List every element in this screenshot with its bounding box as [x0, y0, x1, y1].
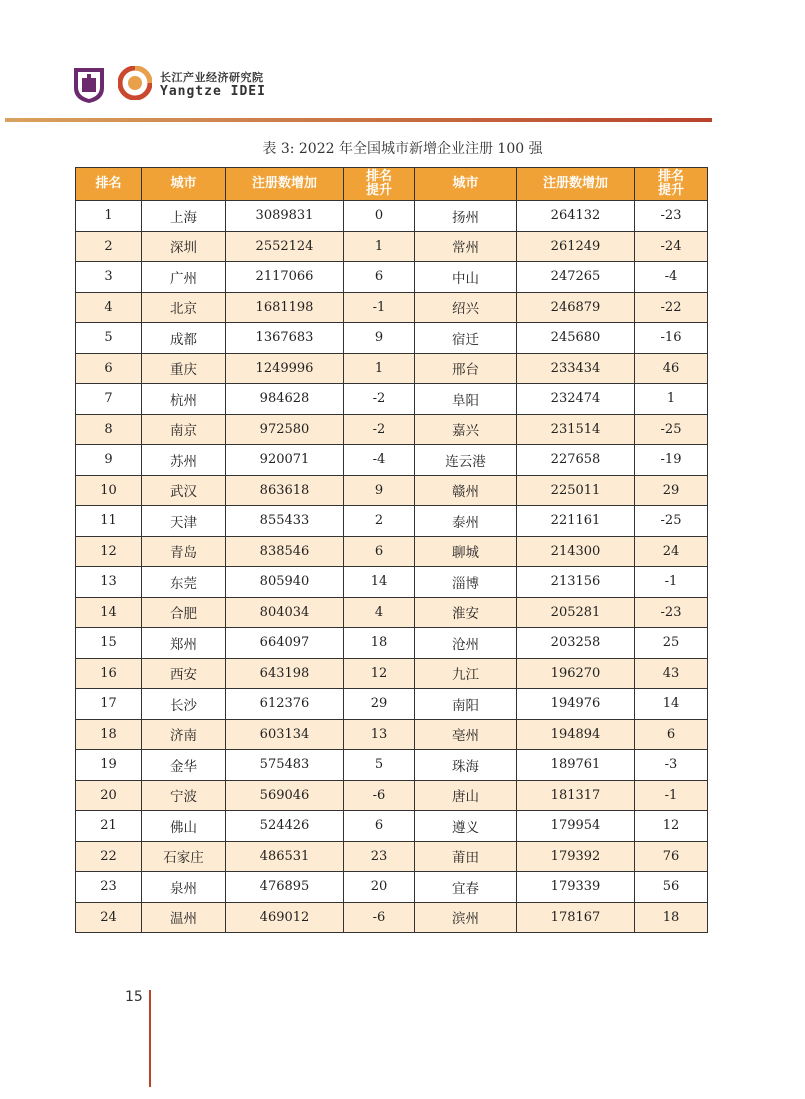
rank-change-cell: 6 — [344, 536, 415, 567]
increase-cell: 3089831 — [226, 201, 344, 232]
rank-change-cell: -6 — [344, 780, 415, 811]
header-rank-change-2: 排名 提升 — [635, 168, 708, 201]
increase-cell: 1681198 — [226, 292, 344, 323]
rank-change-cell-2: -19 — [635, 445, 708, 476]
increase-cell-2: 178167 — [517, 902, 635, 933]
increase-cell-2: 264132 — [517, 201, 635, 232]
header-divider — [5, 118, 712, 122]
city-cell: 广州 — [142, 262, 226, 293]
city-cell: 苏州 — [142, 445, 226, 476]
city-cell-2: 宜春 — [415, 872, 517, 903]
rank-cell: 4 — [76, 292, 142, 323]
increase-cell: 2117066 — [226, 262, 344, 293]
city-cell-2: 阜阳 — [415, 384, 517, 415]
rank-change-cell-2: -1 — [635, 567, 708, 598]
increase-cell-2: 232474 — [517, 384, 635, 415]
rank-change-cell-2: 25 — [635, 628, 708, 659]
header-city: 城市 — [142, 168, 226, 201]
city-cell-2: 珠海 — [415, 750, 517, 781]
city-cell: 温州 — [142, 902, 226, 933]
city-cell-2: 绍兴 — [415, 292, 517, 323]
increase-cell-2: 233434 — [517, 353, 635, 384]
rank-change-cell-2: -23 — [635, 201, 708, 232]
city-cell-2: 淄博 — [415, 567, 517, 598]
increase-cell: 863618 — [226, 475, 344, 506]
rank-change-cell: -2 — [344, 384, 415, 415]
rank-cell: 3 — [76, 262, 142, 293]
page-number: 15 — [125, 989, 143, 1005]
rank-change-cell: 0 — [344, 201, 415, 232]
city-cell-2: 南阳 — [415, 689, 517, 720]
rank-change-cell-2: 56 — [635, 872, 708, 903]
rank-change-cell: 6 — [344, 811, 415, 842]
increase-cell: 664097 — [226, 628, 344, 659]
rank-cell: 17 — [76, 689, 142, 720]
rank-change-cell-2: 14 — [635, 689, 708, 720]
rank-change-cell: 9 — [344, 475, 415, 506]
rank-change-cell-2: 18 — [635, 902, 708, 933]
city-cell-2: 聊城 — [415, 536, 517, 567]
increase-cell-2: 179339 — [517, 872, 635, 903]
rank-cell: 23 — [76, 872, 142, 903]
table-row — [76, 902, 708, 933]
increase-cell-2: 181317 — [517, 780, 635, 811]
rank-change-cell: 9 — [344, 323, 415, 354]
city-cell-2: 扬州 — [415, 201, 517, 232]
city-cell-2: 邢台 — [415, 353, 517, 384]
rank-change-cell: -4 — [344, 445, 415, 476]
city-cell: 重庆 — [142, 353, 226, 384]
increase-cell: 575483 — [226, 750, 344, 781]
rank-cell: 21 — [76, 811, 142, 842]
rank-cell: 24 — [76, 902, 142, 933]
rank-change-cell: 2 — [344, 506, 415, 537]
city-cell: 石家庄 — [142, 841, 226, 872]
rank-change-cell: 1 — [344, 353, 415, 384]
institute-logo-icon — [118, 66, 152, 100]
table-row — [76, 201, 708, 232]
table-row — [76, 536, 708, 567]
city-cell-2: 赣州 — [415, 475, 517, 506]
rank-change-cell-2: -1 — [635, 780, 708, 811]
rank-change-cell-2: -25 — [635, 414, 708, 445]
increase-cell: 2552124 — [226, 231, 344, 262]
city-cell-2: 亳州 — [415, 719, 517, 750]
city-cell: 宁波 — [142, 780, 226, 811]
increase-cell: 972580 — [226, 414, 344, 445]
increase-cell-2: 214300 — [517, 536, 635, 567]
table-row — [76, 628, 708, 659]
table-row — [76, 506, 708, 537]
rank-cell: 5 — [76, 323, 142, 354]
city-cell: 武汉 — [142, 475, 226, 506]
city-cell-2: 嘉兴 — [415, 414, 517, 445]
table-row — [76, 353, 708, 384]
city-cell: 郑州 — [142, 628, 226, 659]
rank-change-cell-2: 76 — [635, 841, 708, 872]
city-cell: 杭州 — [142, 384, 226, 415]
rank-change-cell-2: 1 — [635, 384, 708, 415]
rank-cell: 2 — [76, 231, 142, 262]
city-cell-2: 连云港 — [415, 445, 517, 476]
rank-change-cell: 12 — [344, 658, 415, 689]
table-caption: 表 3: 2022 年全国城市新增企业注册 100 强 — [262, 141, 543, 157]
rank-cell: 11 — [76, 506, 142, 537]
rank-cell: 22 — [76, 841, 142, 872]
rank-change-cell-2: 43 — [635, 658, 708, 689]
table-row — [76, 292, 708, 323]
table-row — [76, 597, 708, 628]
rank-change-cell: 23 — [344, 841, 415, 872]
rank-cell: 13 — [76, 567, 142, 598]
header-rank: 排名 — [76, 168, 142, 201]
rank-change-cell-2: -25 — [635, 506, 708, 537]
rank-change-cell-2: -24 — [635, 231, 708, 262]
city-cell: 青岛 — [142, 536, 226, 567]
header-rank-change: 排名 提升 — [344, 168, 415, 201]
rank-change-cell: 13 — [344, 719, 415, 750]
city-cell: 合肥 — [142, 597, 226, 628]
city-cell: 北京 — [142, 292, 226, 323]
table-row — [76, 689, 708, 720]
table-row — [76, 262, 708, 293]
city-cell: 长沙 — [142, 689, 226, 720]
increase-cell: 984628 — [226, 384, 344, 415]
rank-cell: 16 — [76, 658, 142, 689]
increase-cell: 603134 — [226, 719, 344, 750]
city-cell-2: 常州 — [415, 231, 517, 262]
increase-cell: 920071 — [226, 445, 344, 476]
rank-change-cell-2: -16 — [635, 323, 708, 354]
increase-cell-2: 227658 — [517, 445, 635, 476]
table-row — [76, 384, 708, 415]
table-row — [76, 750, 708, 781]
increase-cell-2: 196270 — [517, 658, 635, 689]
city-cell: 深圳 — [142, 231, 226, 262]
increase-cell-2: 246879 — [517, 292, 635, 323]
table-row — [76, 414, 708, 445]
rank-change-cell-2: 24 — [635, 536, 708, 567]
footer-divider — [149, 990, 151, 1087]
rank-cell: 8 — [76, 414, 142, 445]
city-cell-2: 中山 — [415, 262, 517, 293]
rank-change-cell: 1 — [344, 231, 415, 262]
city-cell: 金华 — [142, 750, 226, 781]
rank-cell: 7 — [76, 384, 142, 415]
increase-cell: 569046 — [226, 780, 344, 811]
table-row — [76, 231, 708, 262]
increase-cell-2: 179392 — [517, 841, 635, 872]
table-header-row — [76, 168, 708, 201]
increase-cell-2: 261249 — [517, 231, 635, 262]
rank-cell: 19 — [76, 750, 142, 781]
rank-change-cell-2: -22 — [635, 292, 708, 323]
rank-cell: 18 — [76, 719, 142, 750]
city-cell: 西安 — [142, 658, 226, 689]
rank-cell: 10 — [76, 475, 142, 506]
rank-change-cell-2: 29 — [635, 475, 708, 506]
city-cell: 成都 — [142, 323, 226, 354]
rank-change-cell-2: -3 — [635, 750, 708, 781]
university-crest-icon — [72, 66, 106, 104]
rank-change-cell: 4 — [344, 597, 415, 628]
table-row — [76, 811, 708, 842]
increase-cell-2: 205281 — [517, 597, 635, 628]
table-row — [76, 719, 708, 750]
city-cell-2: 宿迁 — [415, 323, 517, 354]
table-row — [76, 475, 708, 506]
increase-cell-2: 247265 — [517, 262, 635, 293]
increase-cell-2: 231514 — [517, 414, 635, 445]
table-row — [76, 445, 708, 476]
increase-cell: 469012 — [226, 902, 344, 933]
increase-cell: 476895 — [226, 872, 344, 903]
rank-change-cell: 6 — [344, 262, 415, 293]
city-cell-2: 泰州 — [415, 506, 517, 537]
city-cell: 上海 — [142, 201, 226, 232]
increase-cell: 643198 — [226, 658, 344, 689]
increase-cell: 1249996 — [226, 353, 344, 384]
table-row — [76, 567, 708, 598]
increase-cell-2: 189761 — [517, 750, 635, 781]
increase-cell-2: 194976 — [517, 689, 635, 720]
rank-change-cell: 20 — [344, 872, 415, 903]
increase-cell: 524426 — [226, 811, 344, 842]
rank-change-cell: -2 — [344, 414, 415, 445]
city-cell: 泉州 — [142, 872, 226, 903]
table-row — [76, 658, 708, 689]
rank-cell: 20 — [76, 780, 142, 811]
rank-cell: 1 — [76, 201, 142, 232]
header-city-2: 城市 — [415, 168, 517, 201]
rank-change-cell-2: 6 — [635, 719, 708, 750]
increase-cell: 612376 — [226, 689, 344, 720]
table-row — [76, 323, 708, 354]
city-cell-2: 唐山 — [415, 780, 517, 811]
rank-change-cell: 5 — [344, 750, 415, 781]
increase-cell: 855433 — [226, 506, 344, 537]
increase-cell: 804034 — [226, 597, 344, 628]
increase-cell-2: 245680 — [517, 323, 635, 354]
page-header — [72, 66, 372, 106]
increase-cell: 1367683 — [226, 323, 344, 354]
rank-change-cell-2: -23 — [635, 597, 708, 628]
table-row — [76, 780, 708, 811]
increase-cell-2: 221161 — [517, 506, 635, 537]
increase-cell: 486531 — [226, 841, 344, 872]
rank-change-cell: 14 — [344, 567, 415, 598]
city-cell: 佛山 — [142, 811, 226, 842]
increase-cell-2: 225011 — [517, 475, 635, 506]
table-row — [76, 841, 708, 872]
rank-change-cell: -1 — [344, 292, 415, 323]
city-cell-2: 淮安 — [415, 597, 517, 628]
rank-cell: 14 — [76, 597, 142, 628]
city-cell-2: 莆田 — [415, 841, 517, 872]
rank-change-cell: -6 — [344, 902, 415, 933]
rank-change-cell-2: 46 — [635, 353, 708, 384]
increase-cell-2: 179954 — [517, 811, 635, 842]
increase-cell: 838546 — [226, 536, 344, 567]
city-cell: 天津 — [142, 506, 226, 537]
city-cell: 南京 — [142, 414, 226, 445]
city-cell-2: 沧州 — [415, 628, 517, 659]
city-cell-2: 九江 — [415, 658, 517, 689]
rank-cell: 12 — [76, 536, 142, 567]
city-cell-2: 遵义 — [415, 811, 517, 842]
increase-cell-2: 203258 — [517, 628, 635, 659]
header-increase: 注册数增加 — [226, 168, 344, 201]
brand-english-name: Yangtze IDEI — [160, 84, 266, 99]
rank-cell: 15 — [76, 628, 142, 659]
city-cell: 东莞 — [142, 567, 226, 598]
increase-cell: 805940 — [226, 567, 344, 598]
city-cell: 济南 — [142, 719, 226, 750]
brand-chinese-name: 长江产业经济研究院 — [160, 71, 264, 84]
rank-cell: 6 — [76, 353, 142, 384]
increase-cell-2: 194894 — [517, 719, 635, 750]
increase-cell-2: 213156 — [517, 567, 635, 598]
rank-change-cell-2: -4 — [635, 262, 708, 293]
header-increase-2: 注册数增加 — [517, 168, 635, 201]
rank-change-cell: 29 — [344, 689, 415, 720]
city-registration-table — [75, 167, 708, 933]
rank-change-cell-2: 12 — [635, 811, 708, 842]
rank-change-cell: 18 — [344, 628, 415, 659]
city-cell-2: 滨州 — [415, 902, 517, 933]
table-row — [76, 872, 708, 903]
rank-cell: 9 — [76, 445, 142, 476]
